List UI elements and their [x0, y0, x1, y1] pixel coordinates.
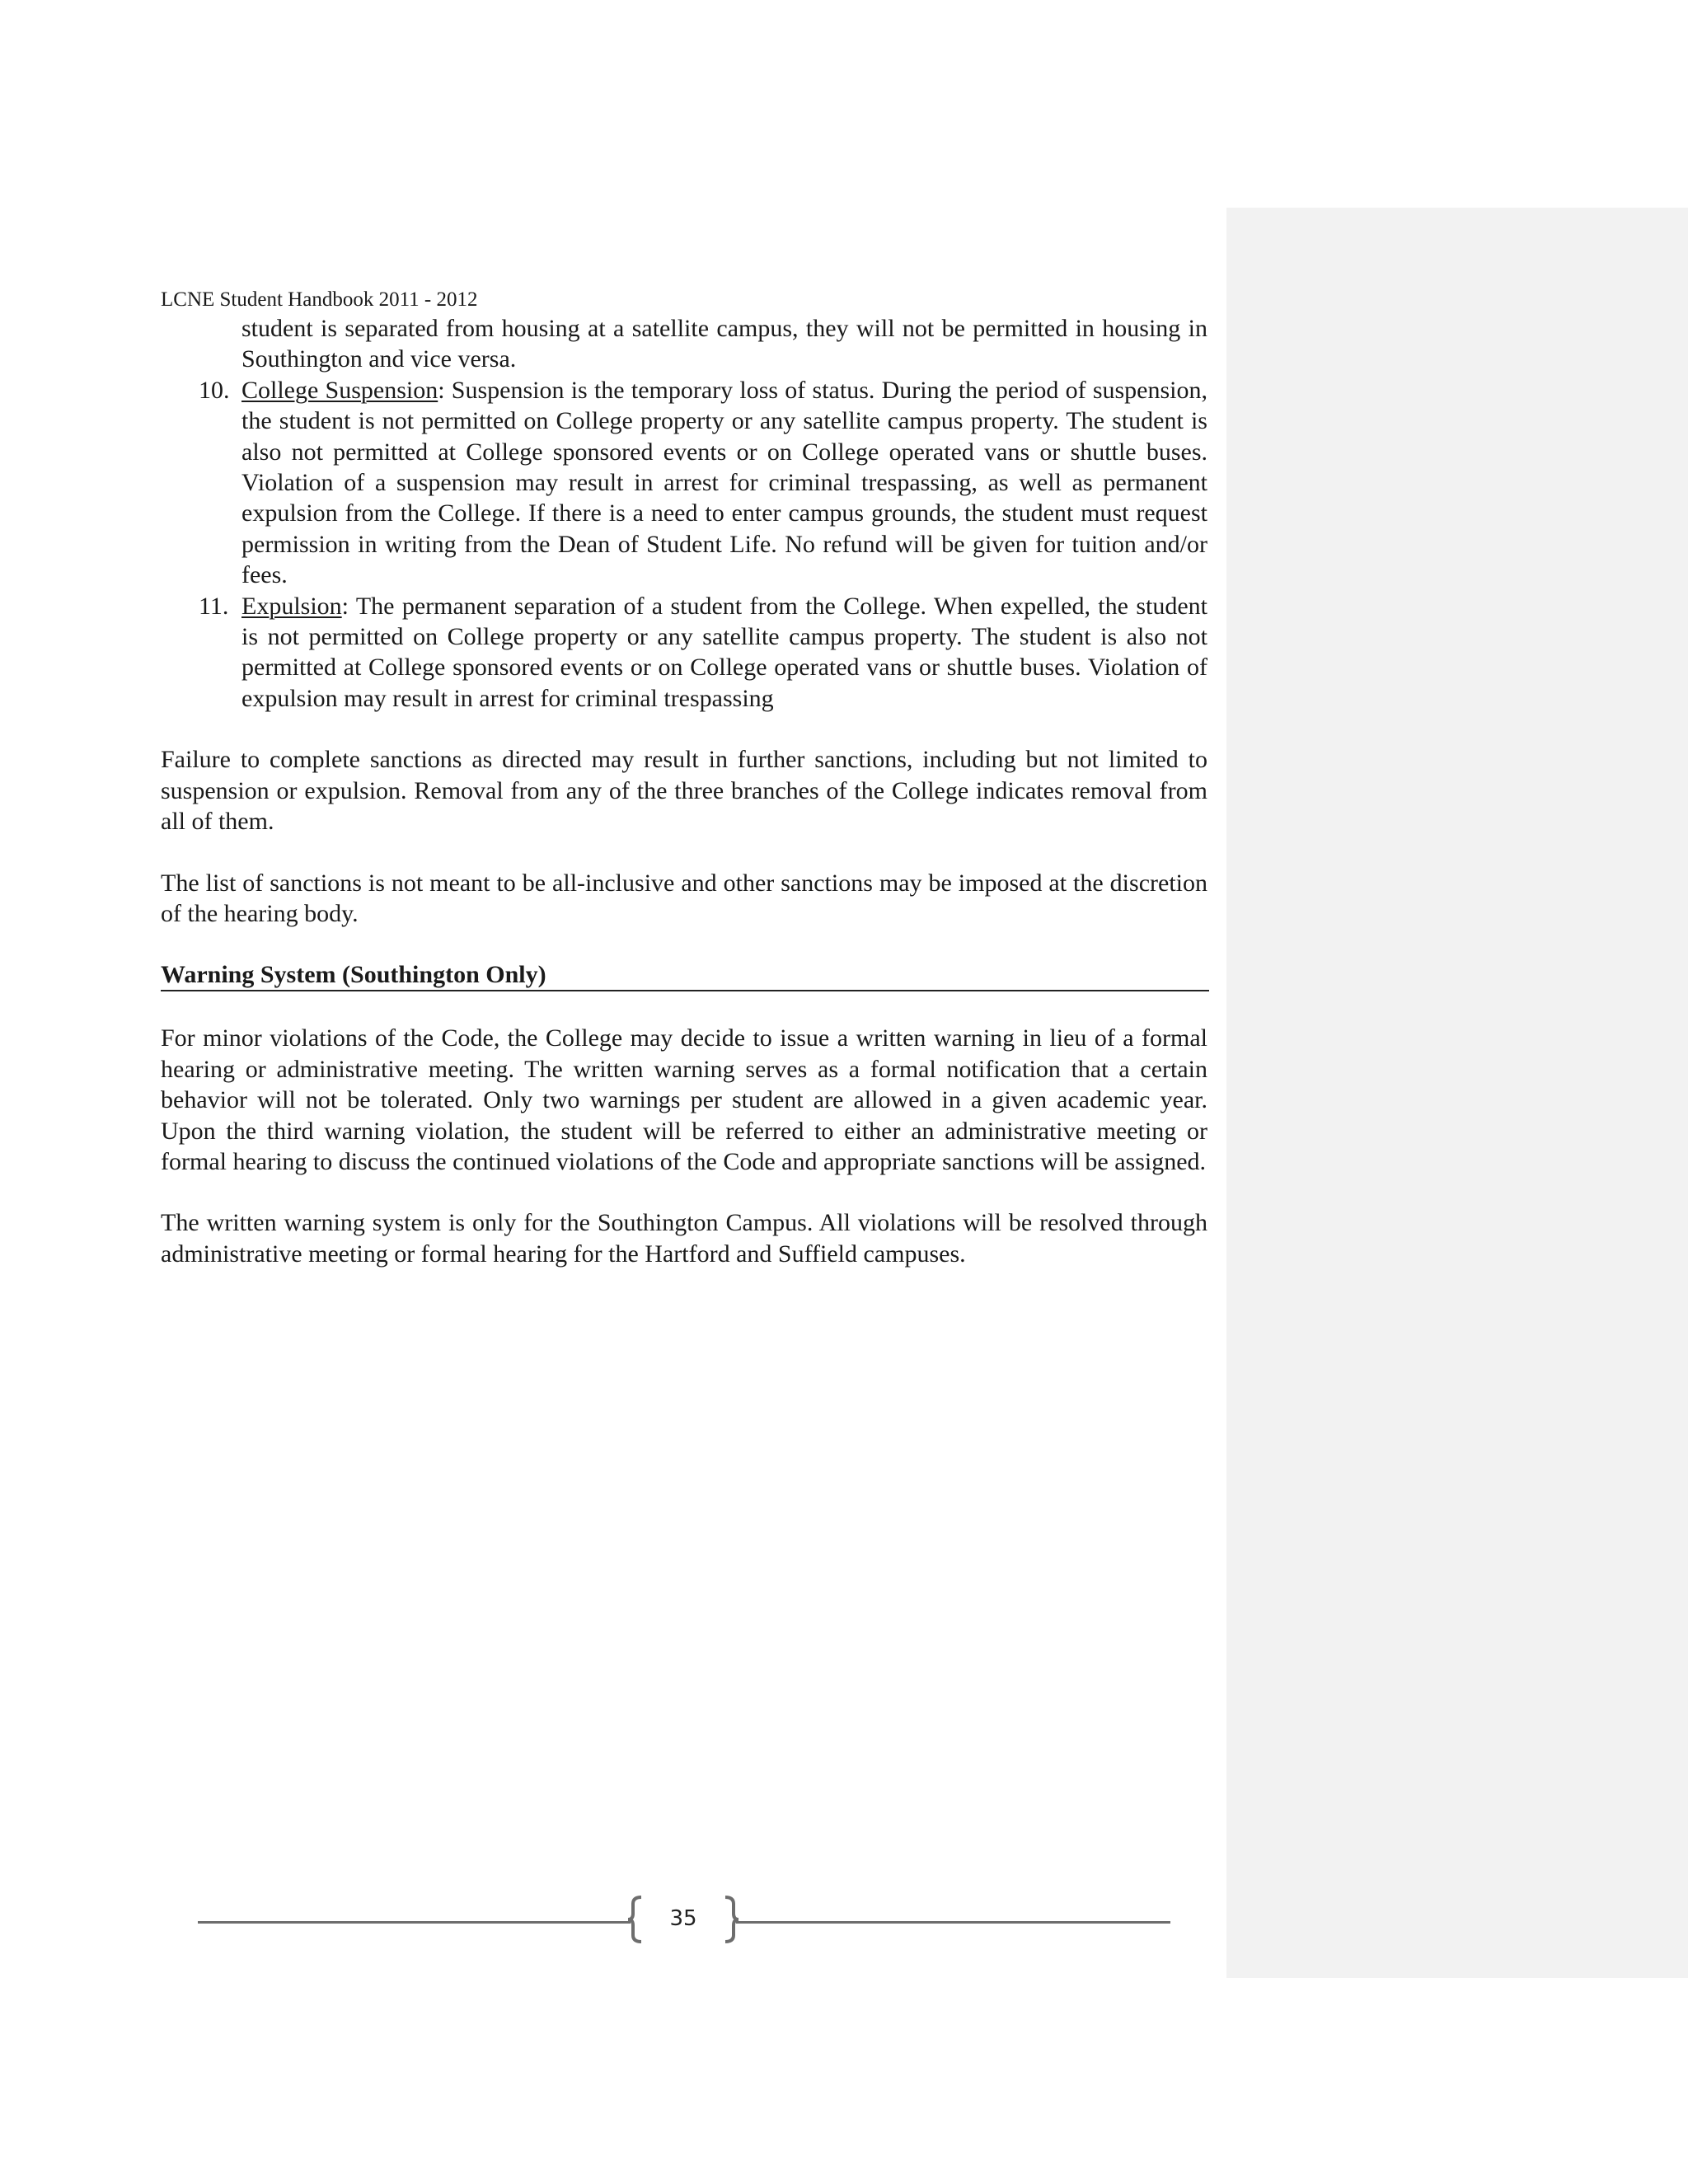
document-body [161, 313, 1207, 1269]
right-brace-icon [722, 1896, 740, 1943]
list-item-text: : The permanent separation of a student from the College. When expelled, the student is not permitted on College property or any satellite campus property. The student is also not permitted at College sponsored events or on College operated vans or shuttle buses. Violation of expulsion may result in arrest for criminal trespassing [241, 592, 1207, 712]
list-item-text: : Suspension is the temporary loss of status. During the period of suspension, the student is not permitted on College property or any satellite campus property. The student is also not permitted at College sponsored events or on College operated vans or shuttle buses. Violation of a suspension may result in arrest for criminal trespassing, as well as permanent expulsion from the College. If there is a need to enter campus grounds, the student must request permission in writing from the Dean of Student Life. No refund will be given for tuition and/or fees. [241, 376, 1207, 589]
comment-pane [1226, 208, 1688, 1978]
term-expulsion: Expulsion [241, 592, 342, 620]
running-header: LCNE Student Handbook 2011 - 2012 [161, 288, 478, 311]
list-continuation: student is separated from housing at a satellite campus, they will not be permitted in housing in Southington and vice versa. [241, 315, 1207, 373]
section-heading: Warning System (Southington Only) [161, 961, 546, 989]
paragraph-list-note: The list of sanctions is not meant to be all-inclusive and other sanctions may be imposed at the discretion of the hearing body. [161, 869, 1207, 927]
page-number: 35 [669, 1906, 697, 1931]
list-number: 11. [199, 592, 229, 620]
sanctions-list [161, 313, 1207, 714]
paragraph-southington-only: The written warning system is only for the Southington Campus. All violations will be resolved through administrative meeting or formal hearing for the Hartford and Suffield campuses. [161, 1209, 1207, 1268]
list-number: 10. [199, 376, 230, 404]
section-heading-rule [161, 959, 1209, 991]
paragraph-failure: Failure to complete sanctions as directed may result in further sanctions, including but not limited to suspension or expulsion. Removal from any of the three branches of the College indicates removal from all of them. [161, 746, 1207, 836]
left-brace-icon [626, 1896, 645, 1943]
paragraph-warning-system: For minor violations of the Code, the College may decide to issue a written warning in lieu of a formal hearing or administrative meeting. The written warning serves as a formal notification that a certain behavior will not be tolerated. Only two warnings per student are allowed in a given academic year. Upon the third warning violation, the student will be referred to either an administrative meeting or formal hearing to discuss the continued violations of the Code and appropriate sanctions will be assigned. [161, 1024, 1207, 1175]
list-item-college-suspension [161, 375, 1207, 591]
term-college-suspension: College Suspension [241, 376, 438, 404]
footer-rule-left [198, 1921, 631, 1924]
list-item-expulsion [161, 591, 1207, 715]
footer-rule-right [736, 1921, 1170, 1924]
